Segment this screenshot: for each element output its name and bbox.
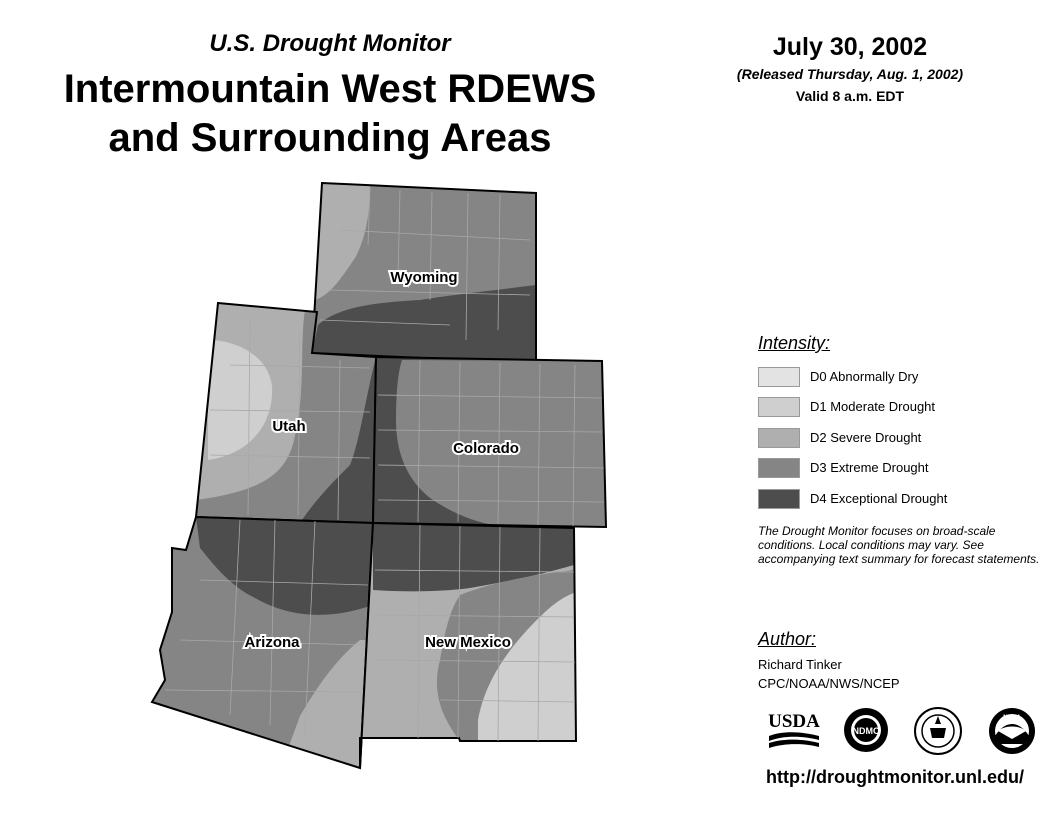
legend-swatch-d1: [758, 397, 800, 417]
valid-time: Valid 8 a.m. EDT: [795, 88, 905, 104]
legend-label-d2: D2 Severe Drought: [810, 430, 922, 445]
legend-item-d4: [758, 488, 947, 509]
footer-url-link[interactable]: http://droughtmonitor.unl.edu/: [766, 767, 1024, 787]
map-subtitle: U.S. Drought Monitor: [209, 30, 451, 57]
legend-label-d4: D4 Exceptional Drought: [810, 491, 948, 506]
release-note: (Released Thursday, Aug. 1, 2002): [736, 66, 964, 82]
legend-swatch-d3: [758, 458, 800, 478]
ndmc-logo: [842, 706, 890, 754]
legend-label-d0: D0 Abnormally Dry: [810, 369, 919, 384]
usda-logo-text: USDA: [768, 711, 820, 732]
legend-label-d3: D3 Extreme Drought: [810, 460, 929, 475]
legend-item-d3: [758, 457, 929, 478]
legend-label-d1: D1 Moderate Drought: [810, 399, 936, 414]
ndmc-logo-text: NDMC: [852, 726, 880, 736]
noaa-logo-text: NOAA: [1003, 715, 1021, 721]
author-name: Richard Tinker: [758, 657, 842, 672]
map-date: July 30, 2002: [772, 33, 928, 61]
legend-item-d0: [758, 366, 918, 387]
state-label-utah: Utah: [272, 418, 306, 435]
commerce-seal: [913, 706, 963, 756]
map-title-line-2: and Surrounding Areas: [108, 116, 552, 160]
legend-swatch-d2: [758, 428, 800, 448]
state-label-new-mexico: New Mexico: [425, 634, 511, 651]
state-label-arizona: Arizona: [244, 634, 300, 651]
map-title-line-1: Intermountain West RDEWS: [63, 67, 597, 111]
legend-note: The Drought Monitor focuses on broad-scale conditions. Local conditions may vary. See accompanying text summary for forecast statements.: [758, 524, 1040, 566]
legend-item-d2: [758, 427, 921, 448]
noaa-logo: [987, 706, 1037, 756]
usda-logo: [766, 708, 822, 752]
author-organization: CPC/NOAA/NWS/NCEP: [758, 676, 900, 691]
legend-item-d1: [758, 396, 935, 417]
legend-heading: Intensity:: [758, 333, 831, 353]
state-label-colorado: Colorado: [453, 440, 519, 457]
legend-swatch-d4: [758, 489, 800, 509]
state-label-wyoming: Wyoming: [390, 269, 458, 286]
author-heading: Author:: [758, 629, 817, 649]
legend-swatch-d0: [758, 367, 800, 387]
